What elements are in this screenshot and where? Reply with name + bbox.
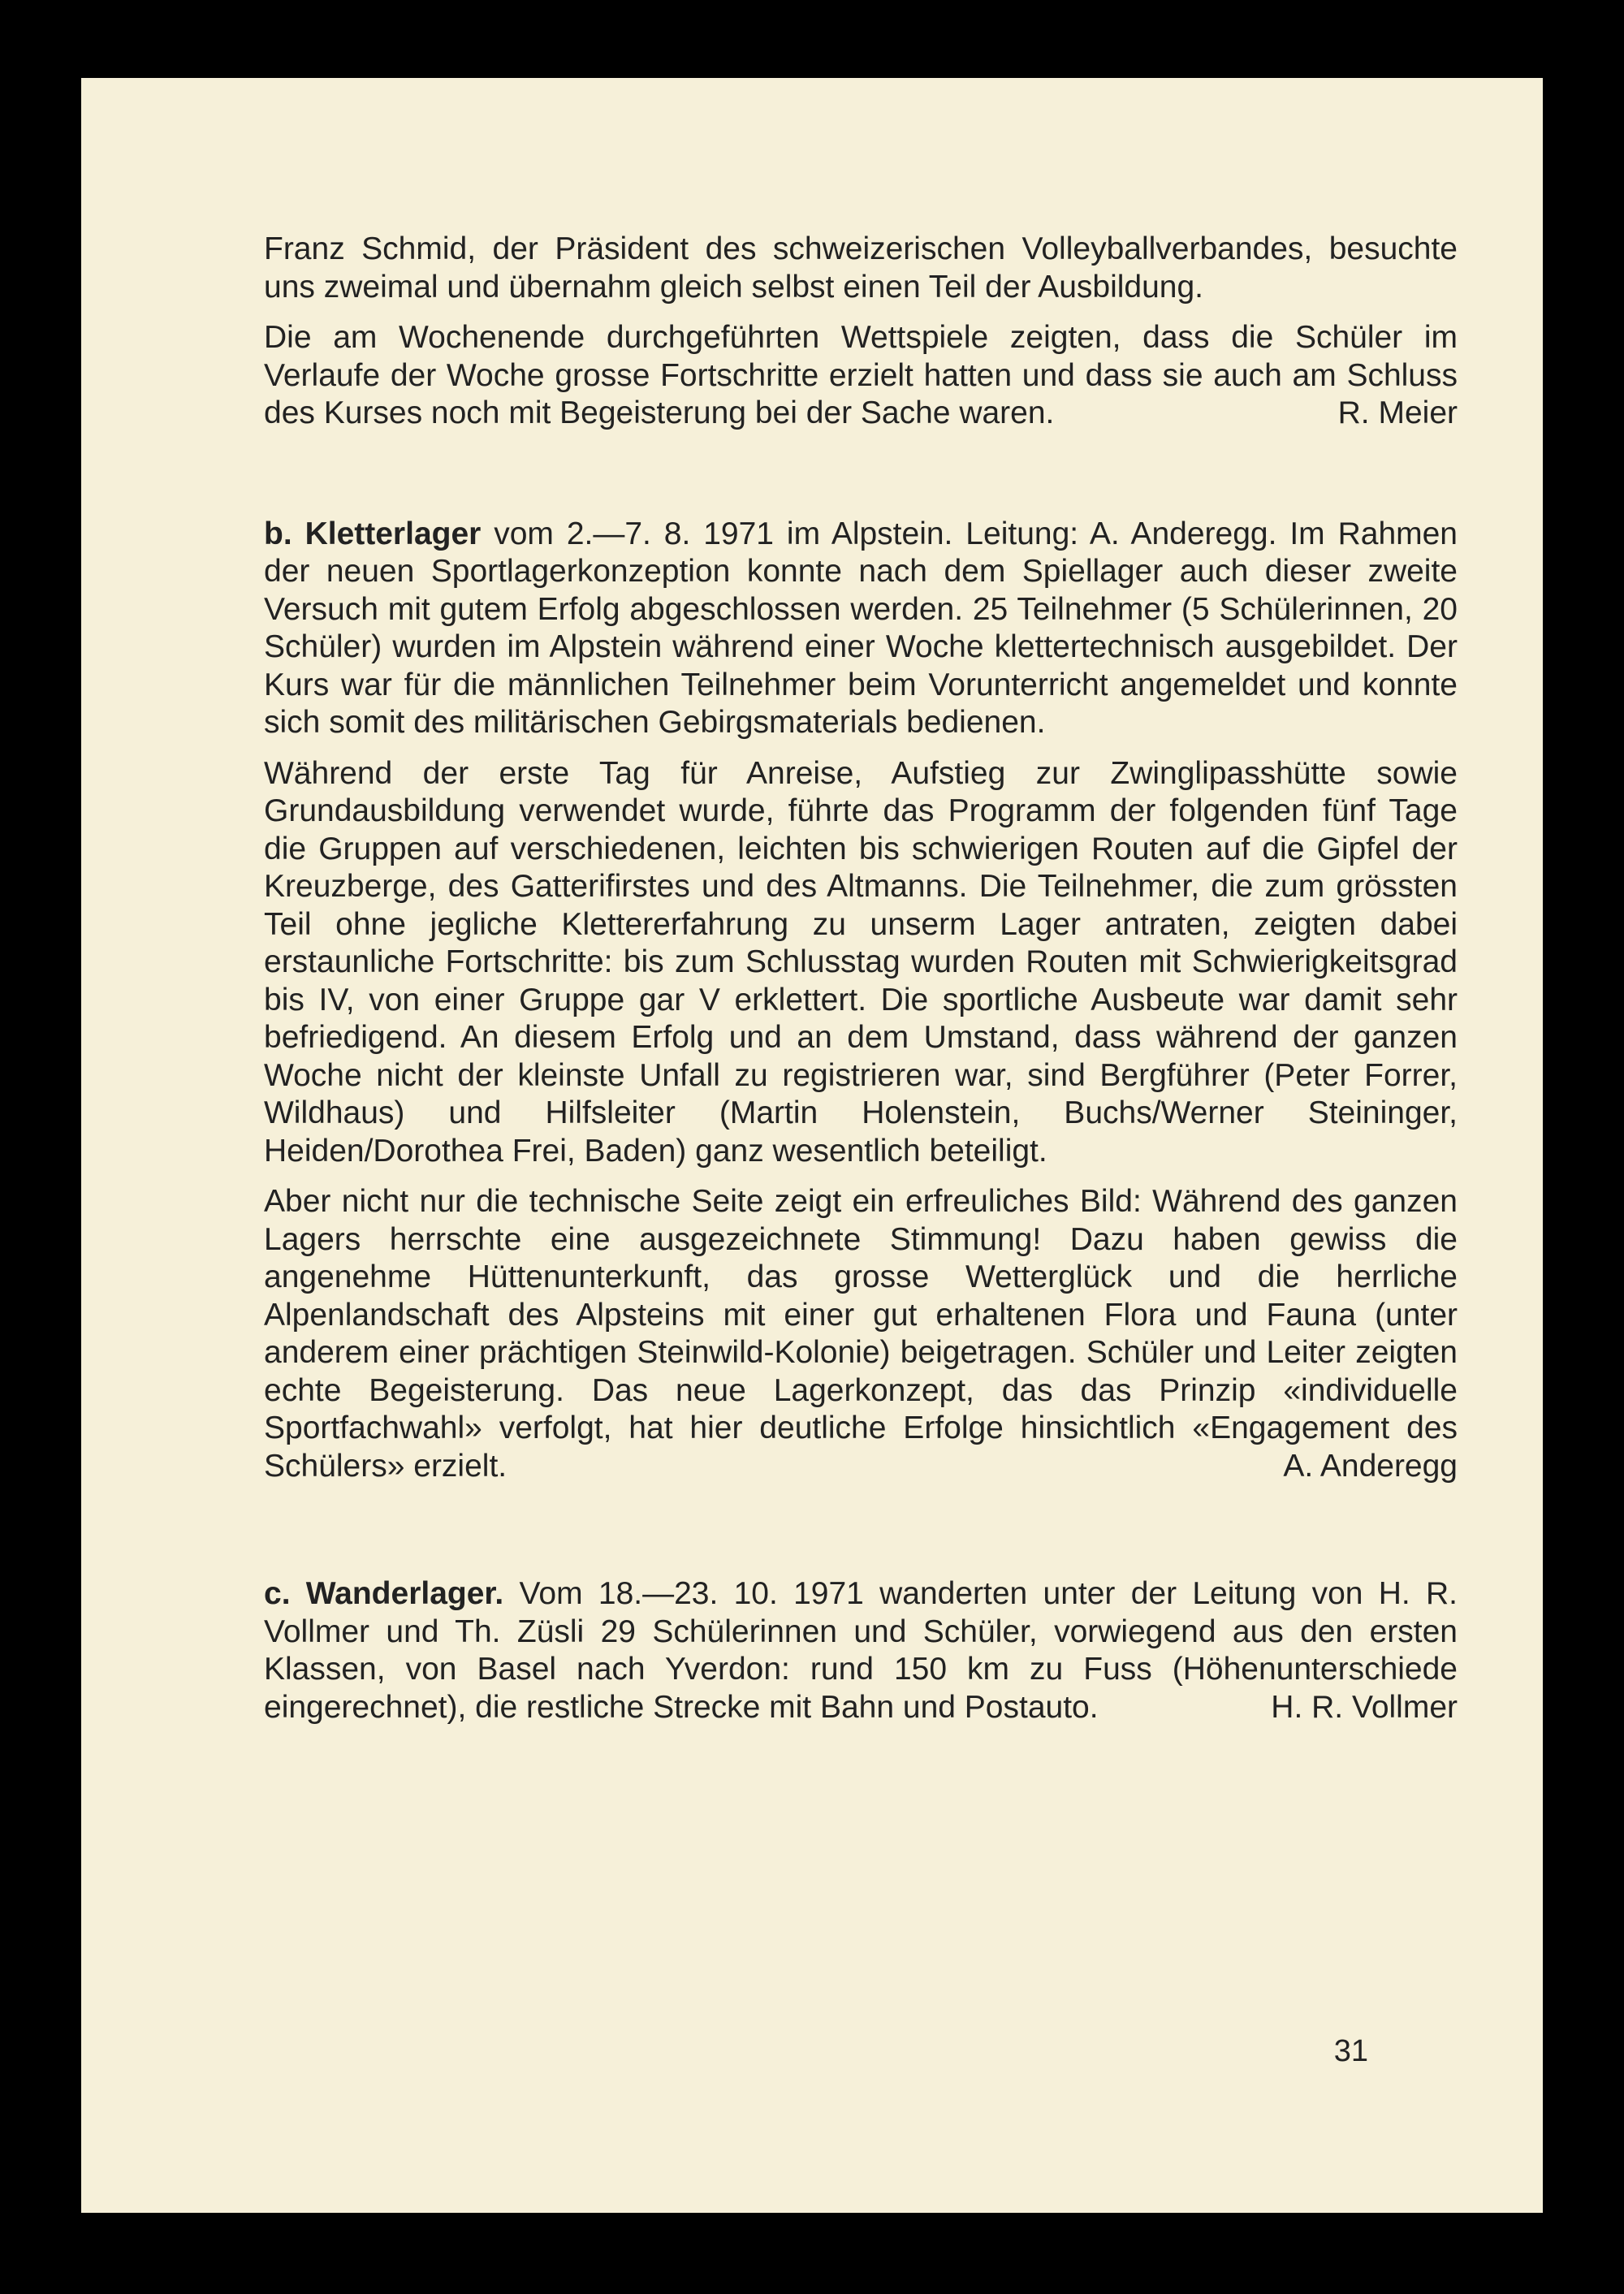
section-b-paragraph-1-text: vom 2.—7. 8. 1971 im Alpstein. Leitung: A. Anderegg. Im Rahmen der neuen Sportlagerkonzeption konnte nach dem Spiellager auch dieser zweite Versuch mit gutem Erfolg abgeschlossen werden. 25 Teilnehmer (5 Schülerinnen, 20 Schüler) wurden im Alpstein während einer Woche klettertechnisch ausgebildet. Der Kurs war für die männlichen Teilnehmer beim Vorunterricht angemeldet und konnte sich somit des militärischen Gebirgsmaterials bedienen. <box>264 516 1458 740</box>
document-page <box>81 78 1543 2213</box>
section-spacer <box>264 446 1458 516</box>
section-c-heading: c. Wanderlager. <box>264 1576 504 1611</box>
page-number: 31 <box>1333 2034 1368 2068</box>
section-spacer <box>264 1498 1458 1575</box>
section-c-paragraph-1 <box>264 1575 1458 1726</box>
signature-r-meier: R. Meier <box>1337 395 1458 430</box>
section-b-heading: b. Kletterlager <box>264 516 482 551</box>
section-b-paragraph-3-text: Aber nicht nur die technische Seite zeigt ein erfreuliches Bild: Während des ganzen Lagers herrschte eine ausgezeichnete Stimmung! Dazu haben gewiss die angenehme Hüttenunterkunft, das grosse Wetterglück und die herrliche Alpenlandschaft des Alpsteins mit einer gut erhaltenen Flora und Fauna (unter anderem einer prächtigen Steinwild-Kolonie) beigetragen. Schüler und Leiter zeigten echte Begeisterung. Das neue Lagerkonzept, das das Prinzip «individuelle Sportfachwahl» verfolgt, hat hier deutliche Erfolge hinsichtlich «Engagement des Schülers» erzielt. <box>264 1184 1458 1484</box>
section-b-paragraph-3 <box>264 1183 1458 1485</box>
section-b-paragraph-2: Während der erste Tag für Anreise, Aufstieg zur Zwinglipasshütte sowie Grundausbildung verwendet wurde, führte das Programm der folgenden fünf Tage die Gruppen auf verschiedenen, leichten bis schwierigen Routen auf die Gipfel der Kreuzberge, des Gatterifirstes und des Altmanns. Die Teilnehmer, die zum grössten Teil ohne jegliche Klettererfahrung zu unserm Lager antraten, zeigten dabei erstaunliche Fortschritte: bis zum Schlusstag wurden Routen mit Schwierigkeitsgrad bis IV, von einer Gruppe gar V erklettert. Die sportliche Ausbeute war damit sehr befriedigend. An diesem Erfolg und an dem Umstand, dass während der ganzen Woche nicht der kleinste Unfall zu registrieren war, sind Bergführer (Peter Forrer, Wildhaus) und Hilfsleiter (Martin Holenstein, Buchs/Werner Steininger, Heiden/Dorothea Frei, Baden) ganz wesentlich beteiligt. <box>264 755 1458 1169</box>
intro-paragraph-1: Franz Schmid, der Präsident des schweizerischen Volleyballverbandes, besuchte uns zweimal und übernahm gleich selbst einen Teil der Ausbildung. <box>264 231 1458 305</box>
section-b-paragraph-1 <box>264 516 1458 742</box>
intro-paragraph-2-text: Die am Wochenende durchgeführten Wettspiele zeigten, dass die Schüler im Verlaufe der Woche grosse Fortschritte erzielt hatten und dass sie auch am Schluss des Kurses noch mit Begeisterung bei der Sache waren. <box>264 320 1458 430</box>
section-c-paragraph-1-text: Vom 18.—23. 10. 1971 wanderten unter der Leitung von H. R. Vollmer und Th. Züsli 29 Schülerinnen und Schüler, vorwiegend aus den ersten Klassen, von Basel nach Yverdon: rund 150 km zu Fuss (Höhenunterschiede eingerechnet), die restliche Strecke mit Bahn und Postauto. <box>264 1576 1458 1725</box>
signature-a-anderegg: A. Anderegg <box>1283 1448 1458 1484</box>
signature-h-r-vollmer: H. R. Vollmer <box>1271 1689 1458 1725</box>
intro-paragraph-2 <box>264 319 1458 433</box>
page-content <box>264 231 1458 1739</box>
